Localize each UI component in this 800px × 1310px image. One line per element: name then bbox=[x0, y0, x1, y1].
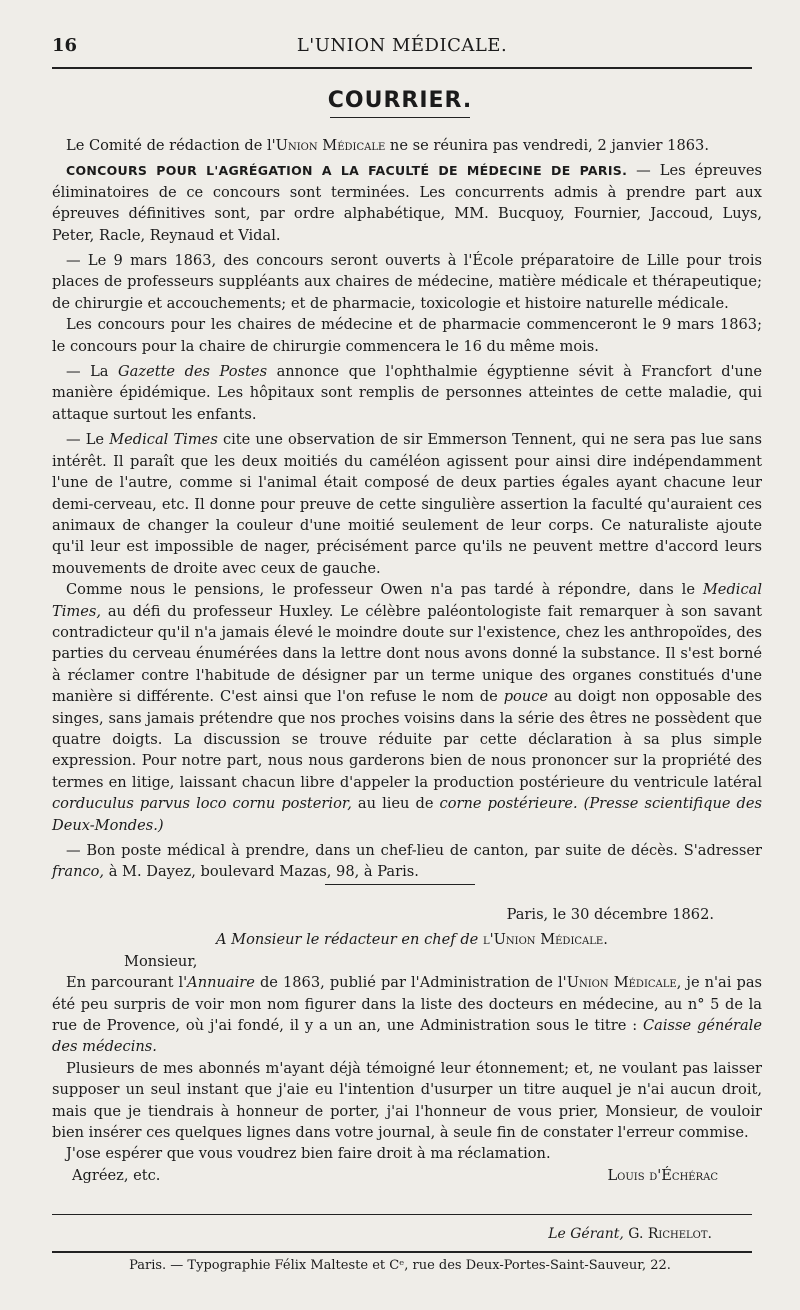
p8-a: — Bon poste médical à prendre, dans un chef-lieu de canton, par suite de décès. S'adresser bbox=[66, 842, 762, 859]
p1-rest: ne se réunira pas vendredi, 2 janvier 1863. bbox=[385, 137, 709, 154]
section-title-rule bbox=[330, 117, 470, 118]
page-number: 16 bbox=[52, 35, 78, 56]
section-title: COURRIER. bbox=[327, 88, 473, 113]
header-rule bbox=[52, 67, 752, 69]
p5-em: Gazette des Postes bbox=[118, 363, 268, 381]
letter-signoff bbox=[52, 1165, 762, 1186]
p6-em: Medical Times bbox=[109, 431, 218, 449]
letter-closing: Agréez, etc. bbox=[72, 1166, 161, 1184]
p7-em1: Medical Times, bbox=[52, 581, 762, 620]
concours-heading: CONCOURS POUR L'AGRÉGATION A LA FACULTÉ DE MÉDECINE DE PARIS. bbox=[66, 163, 628, 179]
letter-date: Paris, le 30 décembre 1862. bbox=[506, 906, 714, 923]
l1-journal: Union Médicale, bbox=[566, 974, 682, 992]
p7-em2: pouce bbox=[503, 688, 549, 706]
p1-journal: Union Médicale bbox=[275, 137, 386, 154]
p1-text: Le Comité de rédaction de l' bbox=[66, 137, 276, 154]
letter-address bbox=[52, 929, 762, 950]
p7-c: au doigt non opposable des singes, sans jamais prétendre que nos proches voisins dans la série des êtres ne possèdent que quatre doigts. La discussion se trouve réduite par cette déclaration à sa plus simple expression. Pour notre part, nous nous garderons bien de nous prononcer sur la propriété des termes en litige, laissant chacun libre d'appeler la production postérieure du ventricule latéral bbox=[52, 688, 762, 791]
footer-rule-double bbox=[52, 1251, 752, 1253]
letter bbox=[52, 900, 762, 1186]
address-journal: l'Union Médicale. bbox=[482, 931, 608, 949]
p7-em3: corduculus parvus loco cornu posterior, bbox=[52, 795, 352, 813]
p5-a: — La bbox=[66, 363, 119, 381]
page-header bbox=[52, 35, 752, 61]
paragraph-concours-dates: Les concours pour les chaires de médecine et de pharmacie commenceront le 9 mars 1863; le concours pour la chaire de chirurgie commencera le 16 du même mois. bbox=[52, 316, 762, 355]
section-divider bbox=[325, 884, 475, 885]
letter-salutation: Monsieur, bbox=[124, 952, 198, 970]
letter-paragraph-1 bbox=[52, 972, 762, 1058]
address-a: A Monsieur le rédacteur en chef de bbox=[216, 931, 483, 949]
paragraph-poste bbox=[52, 840, 762, 883]
p2-rest: — Les épreuves éliminatoires de ce concours sont terminées. Les concurrents admis à prendre part aux épreuves définitives sont, par ordre alphabétique, MM. Bucquoy, Fournier, Jaccoud, Luys, Peter, Racle, Reynaud et Vidal. bbox=[52, 162, 762, 244]
paragraph-concours bbox=[52, 160, 762, 246]
l1-em: Annuaire bbox=[187, 974, 255, 992]
l1-em2: Caisse générale des médecins. bbox=[52, 1017, 762, 1056]
paragraph-gazette bbox=[52, 361, 762, 425]
paragraph-owen bbox=[52, 579, 762, 836]
p8-b: à M. Dayez, boulevard Mazas, 98, à Paris. bbox=[104, 863, 419, 881]
p7-a: Comme nous le pensions, le professeur Owen n'a pas tardé à répondre, dans le bbox=[66, 581, 703, 599]
p7-em4: corne postérieure. (Presse scientifique des Deux-Mondes.) bbox=[52, 795, 762, 834]
paragraph-lille: — Le 9 mars 1863, des concours seront ouverts à l'École préparatoire de Lille pour trois places de professeurs suppléants aux chaires de médecine, matière médicale et thérapeutique; de chirurgie et accouchements; et de pharmacie, toxicologie et histoire naturelle médicale. bbox=[52, 252, 762, 312]
paragraph-medical-times bbox=[52, 429, 762, 579]
letter-paragraph-2: Plusieurs de mes abonnés m'ayant déjà témoigné leur étonnement; et, ne voulant pas laisser supposer un seul instant que j'aie eu l'intention d'usurper un titre auquel je n'ai aucun droit, mais que je tiendrais à honneur de porter, j'ai l'honneur de vous prier, Monsieur, de vouloir bien insérer ces quelques lignes dans votre journal, à seule fin de constater l'erreur commise. bbox=[52, 1059, 762, 1142]
l1-b: de 1863, publié par l'Administration de l' bbox=[254, 974, 567, 992]
l1-c: je n'ai pas été peu surpris de voir mon nom figurer dans la liste des docteurs en médecine, au n° 5 de la rue de Provence, où j'ai fondé, il y a un an, une Administration sous le titre : bbox=[52, 974, 763, 1035]
paragraph-comite bbox=[52, 135, 762, 156]
letter-signature: Louis d'Échérac bbox=[607, 1166, 718, 1184]
gerant-name: G. Richelot. bbox=[623, 1226, 712, 1242]
p5-b: annonce que l'ophthalmie égyptienne sévit à Francfort d'une manière épidémique. Les hôpitaux sont remplis de personnes atteintes de cette maladie, qui attaque surtout les enfants. bbox=[52, 363, 762, 423]
l1-a: En parcourant l' bbox=[66, 974, 188, 992]
letter-paragraph-3: J'ose espérer que vous voudrez bien faire droit à ma réclamation. bbox=[66, 1145, 551, 1163]
p7-b: au défi du professeur Huxley. Le célèbre paléontologiste fait remarquer à son savant contradicteur qu'il n'a jamais élevé le moindre doute sur l'existence, chez les anthropoïdes, des parties du cerveau énumérées dans la lettre dont nous avons donné la substance. Il s'est borné à réclamer contre l'habitude de désigner par un terme unique des organes constitués d'une manière si différente. C'est ainsi que l'on refuse le nom de bbox=[52, 602, 762, 706]
gerant-label: Le Gérant, bbox=[548, 1226, 624, 1242]
news-column bbox=[52, 135, 762, 883]
running-title: L'UNION MÉDICALE. bbox=[296, 35, 508, 56]
gerant-line bbox=[548, 1226, 712, 1242]
p7-d: au lieu de bbox=[351, 795, 440, 813]
p6-a: — Le bbox=[66, 431, 110, 449]
p8-em: franco, bbox=[52, 863, 105, 881]
p6-b: cite une observation de sir Emmerson Tennent, qui ne sera pas lue sans intérêt. Il paraît que les deux moitiés du caméléon agissent pour ainsi dire indépendamment l'une de l'autre, comme si l'animal était composé de deux parties égales ayant chacune leur demi-cerveau, etc. Il donne pour preuve de cette singulière assertion la faculté qu'auraient ces animaux de changer la couleur d'une moitié seulement de leur corps. Ce naturaliste ajoute qu'il leur est impossible de nager, précisément parce qu'ils ne peuvent mettre d'accord leurs mouvements de droite avec ceux de gauche. bbox=[52, 431, 762, 577]
footer-rule bbox=[52, 1214, 752, 1215]
printer-line: Paris. — Typographie Félix Malteste et Cᵉ, rue des Deux-Portes-Saint-Sauveur, 22. bbox=[129, 1258, 671, 1273]
